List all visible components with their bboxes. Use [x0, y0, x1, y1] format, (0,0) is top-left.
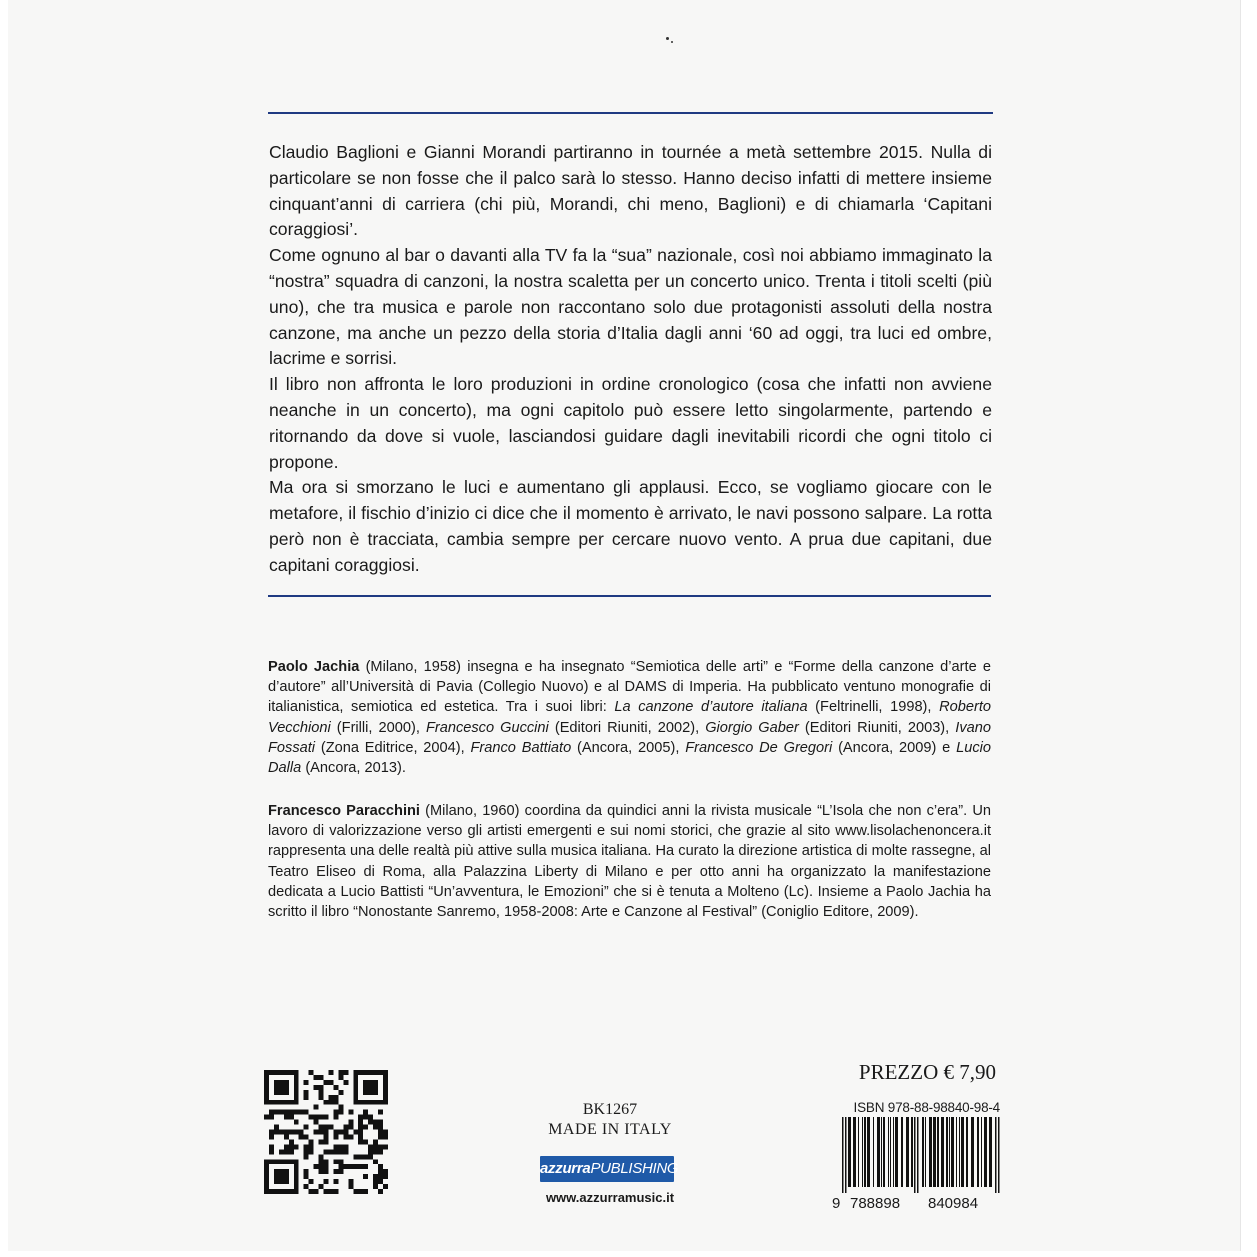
bio-text: (Ancora, 2005),: [571, 739, 686, 756]
book-title: Francesco Guccini: [425, 719, 549, 736]
bio-text: (Zona Editrice, 2004),: [315, 739, 471, 756]
bio-text: (Frilli, 2000),: [330, 719, 426, 736]
barcode-digits-left: 788898: [850, 1195, 901, 1212]
bio-text: (Milano, 1958) insegna e ha insegnato “Semiotica delle arti” e “Forme della canzone d’arte e d’autore” all’Università di Pavia (Collegio Nuovo) e al DAMS di Imperia. Ha pubblicato ventuno monografie di italianistica, semiotica ed estetica. Tra i suoi libri:: [268, 659, 991, 716]
isbn-label: ISBN 978-88-98840-98-4: [853, 1100, 1000, 1115]
bio-text: (Editori Riuniti, 2003),: [798, 719, 956, 736]
author-name: Paolo Jachia: [268, 659, 360, 675]
speck: [671, 41, 673, 43]
book-title: Francesco De Gregori: [685, 739, 833, 756]
bottom-divider: [268, 595, 991, 597]
barcode-digits-right: 840984: [928, 1195, 979, 1212]
author-name: Francesco Paracchini: [268, 803, 420, 819]
book-title: Giorgio Gaber: [705, 719, 799, 736]
barcode-digits: [832, 1195, 1002, 1213]
blurb-paragraph-1: Claudio Baglioni e Gianni Morandi partiranno in tournée a metà settembre 2015. Nulla di particolare se non fosse che il palco sarà lo stesso. Hanno deciso infatti di mettere insieme cinquant’anni di carriera (chi più, Morandi, chi meno, Baglioni) e di chiamarla ‘Capitani coraggiosi’.: [269, 142, 992, 240]
top-divider: [268, 112, 993, 114]
author-bio-jachia: [268, 657, 991, 778]
blurb-paragraph-3: Il libro non affronta le loro produzioni in ordine cronologico (cosa che infatti non avviene neanche in un concerto), ma ogni capitolo può essere letto singolarmente, partendo e ritornando da dove si vuole, lasciandosi guidare dagli inevitabili ricordi che ogni titolo ci propone.: [269, 374, 992, 472]
book-title: Lucio Dalla: [268, 739, 991, 777]
made-in-italy: MADE IN ITALY: [548, 1121, 672, 1138]
author-bio-paracchini: [268, 801, 991, 922]
book-title: La canzone d’autore italiana: [614, 699, 808, 716]
price-label: PREZZO € 7,90: [858, 1060, 996, 1084]
logo-text: PUBLISHING: [590, 1160, 679, 1177]
book-title: Ivano Fossati: [268, 719, 991, 756]
bio-text: (Feltrinelli, 1998),: [807, 699, 940, 716]
book-title: Franco Battiato: [470, 739, 572, 756]
barcode-icon: [832, 1117, 1002, 1193]
qr-code-icon: [264, 1070, 388, 1194]
blurb-paragraph-2: Come ognuno al bar o davanti alla TV fa la “sua” nazionale, così noi abbiamo immaginato la “nostra” squadra di canzoni, la nostra scaletta per un concerto unico. Trenta i titoli scelti (più uno), che tra musica e parole non raccontano solo due protagonisti assoluti della nostra canzone, ma anche un pezzo della storia d’Italia dagli anni ‘60 ad oggi, tra luci ed ombre, lacrime e sorrisi.: [269, 245, 992, 369]
product-code: BK1267: [582, 1101, 638, 1118]
bio-text: (Editori Riuniti, 2002),: [548, 719, 706, 736]
bio-text: (Ancora, 2009) e: [832, 739, 957, 756]
azzurra-publishing-logo: [540, 1156, 679, 1182]
blurb-paragraph-4: Ma ora si smorzano le luci e aumentano gli applausi. Ecco, se vogliamo giocare con le metafore, il fischio d’inizio ci dice che il momento è arrivato, le navi possono salpare. La rotta però non è tracciata, cambia sempre per cercare nuovo vento. A prua due capitani, due capitani coraggiosi.: [269, 477, 992, 575]
blurb-text: [269, 140, 992, 579]
bio-text: (Ancora, 2013).: [301, 760, 406, 777]
logo-text-bold: azzurra: [540, 1160, 591, 1177]
speck: [666, 37, 669, 40]
bio-text: (Milano, 1960) coordina da quindici anni la rivista musicale “L’Isola che non c’era”. Un lavoro di valorizzazione verso gli artisti emergenti e sui nomi storici, che grazie al sito www.lisolachenoncera.it rappresenta una delle realtà più attive sulla musica italiana. Ha curato la direzione artistica di molte rassegne, al Teatro Eliseo di Roma, alla Palazzina Liberty di Milano e per otto anni ha organizzato la manifestazione dedicata a Lucio Battisti “Un’avventura, le Emozioni” che si è tenuta a Molteno (Lc). Insieme a Paolo Jachia ha scritto il libro “Nonostante Sanremo, 1958-2008: Arte e Canzone al Festival” (Coniglio Editore, 2009).: [268, 803, 991, 921]
book-title: Roberto Vecchioni: [268, 699, 991, 736]
publisher-website: www.azzurramusic.it: [545, 1190, 675, 1205]
barcode-digit-prefix: 9: [832, 1195, 841, 1212]
